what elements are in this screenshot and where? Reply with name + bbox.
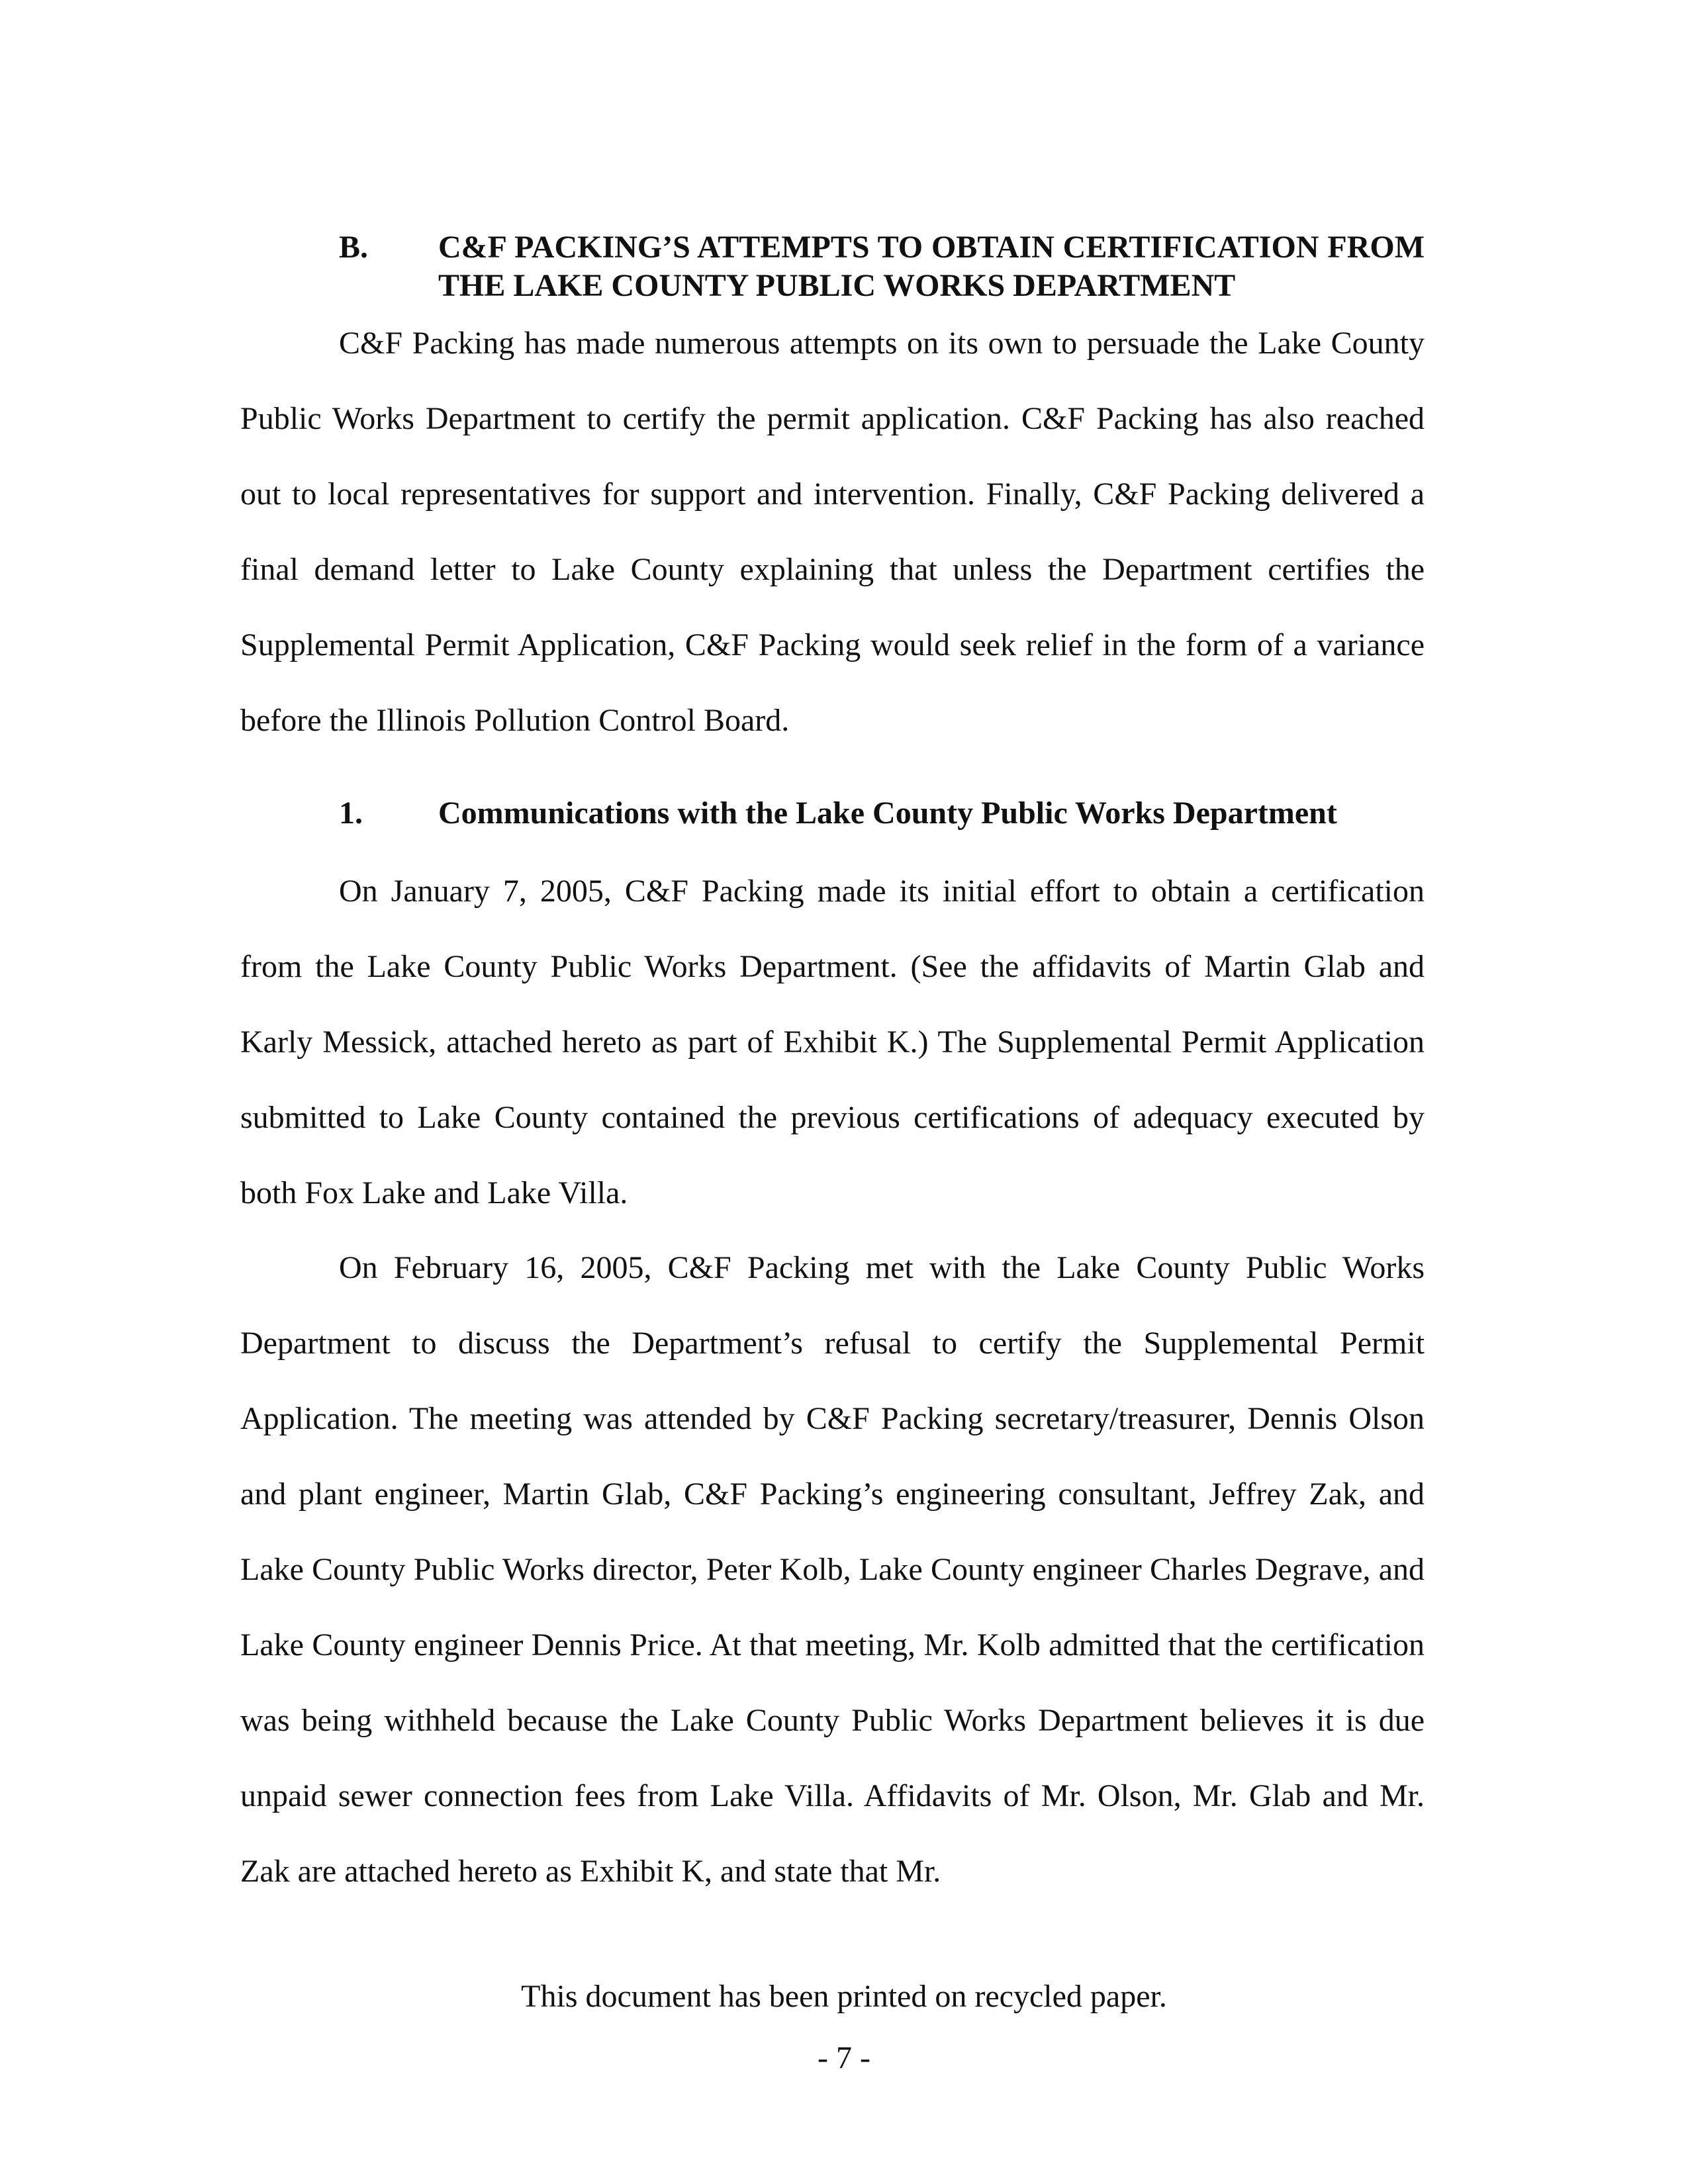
- paragraph-attempts: C&F Packing has made numerous attempts on its own to persuade the Lake County Public Works Department to certify the permit application. C&F Packing has also reached out to local representatives for support and intervention. Finally, C&F Packing delivered a final demand letter to Lake County explaining that unless the Department certifies the Supplemental Permit Application, C&F Packing would seek relief in the form of a variance before the Illinois Pollution Control Board.: [240, 326, 1425, 738]
- page-number: - 7 -: [818, 2040, 870, 2075]
- subsection-marker: 1.: [339, 796, 363, 831]
- section-title: C&F PACKING’S ATTEMPTS TO OBTAIN CERTIFICATION FROM THE LAKE COUNTY PUBLIC WORKS DEPARTMENT: [438, 230, 1425, 303]
- subsection-title: Communications with the Lake County Public Works Department: [438, 796, 1337, 831]
- paragraph-february: On February 16, 2005, C&F Packing met with the Lake County Public Works Department to discuss the Department’s refusal to certify the Supplemental Permit Application. The meeting was attended by C&F Packing secretary/treasurer, Dennis Olson and plant engineer, Martin Glab, C&F Packing’s engineering consultant, Jeffrey Zak, and Lake County Public Works director, Peter Kolb, Lake County engineer Charles Degrave, and Lake County engineer Dennis Price. At that meeting, Mr. Kolb admitted that the certification was being withheld because the Lake County Public Works Department believes it is due unpaid sewer connection fees from Lake Villa. Affidavits of Mr. Olson, Mr. Glab and Mr. Zak are attached hereto as Exhibit K, and state that Mr.: [240, 1250, 1425, 1889]
- section-marker: B.: [339, 230, 369, 265]
- paragraph-january: On January 7, 2005, C&F Packing made its initial effort to obtain a certification from the Lake County Public Works Department. (See the affidavits of Martin Glab and Karly Messick, attached hereto as part of Exhibit K.) The Supplemental Permit Application submitted to Lake County contained the previous certifications of adequacy executed by both Fox Lake and Lake Villa.: [240, 874, 1425, 1210]
- recycled-paper-note: This document has been printed on recycled paper.: [521, 1979, 1167, 2014]
